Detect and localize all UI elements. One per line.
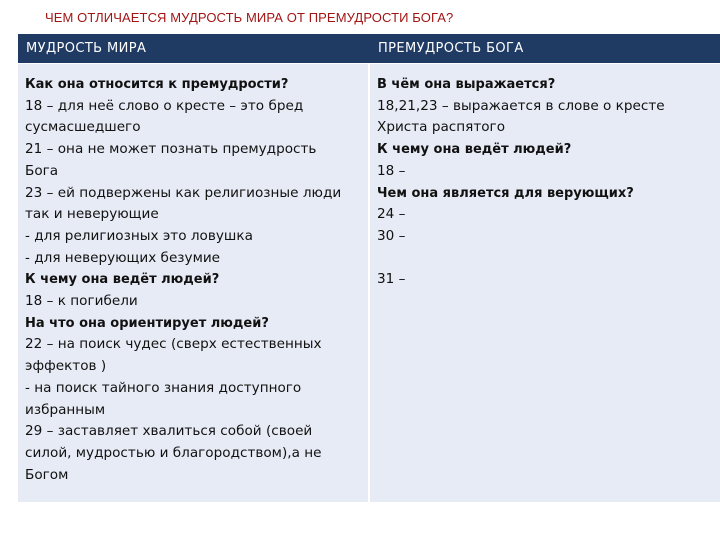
god-wisdom-line: 18,21,23 – выражается в слове о кресте: [377, 97, 665, 114]
table-header-row: [18, 34, 720, 63]
world-wisdom-line: сусмасшедшего: [25, 119, 141, 136]
world-wisdom-line: Богом: [25, 466, 69, 483]
world-wisdom-line: 29 – заставляет хвалиться собой (своей: [25, 423, 313, 440]
god-wisdom-line: 24 –: [377, 206, 406, 223]
god-wisdom-line: 30 –: [377, 227, 406, 244]
god-wisdom-column: [370, 63, 720, 502]
world-wisdom-line: 18 – к погибели: [25, 293, 138, 309]
god-wisdom-question: В чём она выражается?: [377, 77, 556, 92]
god-wisdom-line: 18 –: [377, 162, 406, 179]
god-wisdom-line: 31 –: [377, 271, 406, 288]
world-wisdom-line: - для неверующих безумие: [25, 249, 221, 266]
header-world-wisdom: МУДРОСТЬ МИРА: [26, 41, 147, 56]
world-wisdom-line: 21 – она не может познать премудрость: [25, 141, 317, 158]
world-wisdom-question: На что она ориентирует людей?: [25, 315, 269, 331]
world-wisdom-line: - для религиозных это ловушка: [25, 227, 253, 244]
world-wisdom-question: К чему она ведёт людей?: [25, 272, 220, 288]
comparison-table: [17, 34, 720, 502]
world-wisdom-line: так и неверующие: [25, 206, 159, 223]
header-god-wisdom: ПРЕМУДРОСТЬ БОГА: [378, 41, 524, 56]
world-wisdom-question: Как она относится к премудрости?: [25, 77, 289, 92]
god-wisdom-question: К чему она ведёт людей?: [377, 142, 572, 158]
god-wisdom-question: Чем она является для верующих?: [377, 185, 634, 201]
god-wisdom-line: Христа распятого: [377, 119, 506, 136]
world-wisdom-line: силой, мудростью и благородством),а не: [25, 444, 322, 461]
world-wisdom-line: эффектов ): [25, 358, 107, 375]
page-title: ЧЕМ ОТЛИЧАЕТСЯ МУДРОСТЬ МИРА ОТ ПРЕМУДРОСТИ БОГА?: [45, 10, 454, 25]
world-wisdom-line: 23 – ей подвержены как религиозные люди: [25, 184, 342, 201]
world-wisdom-line: - на поиск тайного знания доступного: [25, 379, 302, 396]
world-wisdom-line: избранным: [25, 401, 106, 418]
world-wisdom-line: 18 – для неё слово о кресте – это бред: [25, 97, 304, 114]
world-wisdom-line: Бога: [25, 162, 59, 179]
world-wisdom-column: [18, 63, 370, 502]
world-wisdom-line: 22 – на поиск чудес (сверх естественных: [25, 336, 322, 353]
